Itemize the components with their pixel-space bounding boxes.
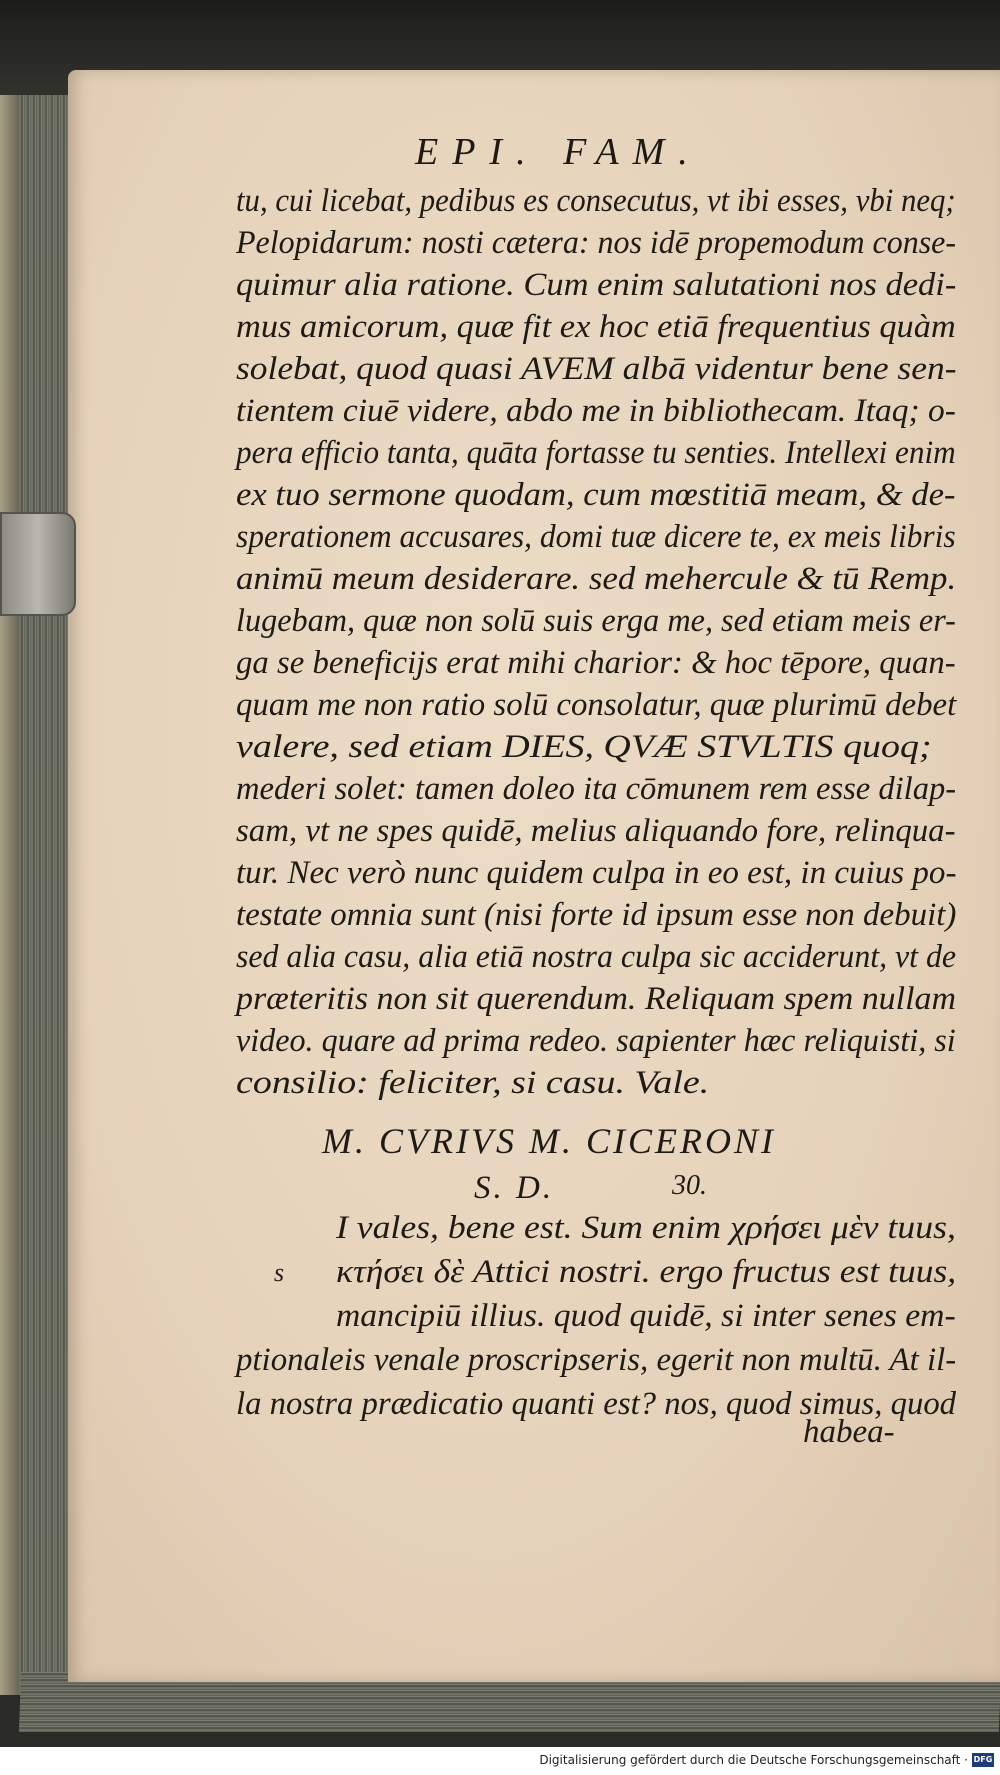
text-line: consilio: feliciter, si casu. Vale.	[236, 1065, 710, 1101]
dfg-logo: DFG	[972, 1753, 994, 1767]
text-line: quimur alia ratione. Cum enim salutationi nos dedi-	[236, 267, 957, 303]
letter-heading: M. CVRIVS M. CICERONI	[322, 1121, 776, 1161]
text-line: ex tuo sermone quodam, cum mœstitiā meam, & de-	[236, 477, 956, 513]
catchword: habea-	[803, 1414, 895, 1450]
text-line: κτήσει δὲ Attici nostri. ergo fructus est tuus,	[336, 1254, 957, 1290]
text-line: ptionaleis venale proscripseris, egerit non multū. At il-	[236, 1342, 957, 1378]
text-line: video. quare ad prima redeo. sapienter hæc reliquisti, si	[236, 1023, 956, 1059]
letter-body	[236, 183, 957, 1101]
text-line: pera efficio tanta, quāta fortasse tu senties. Intellexi enim	[236, 435, 956, 471]
text-line: mus amicorum, quæ fit ex hoc etiā frequentius quàm	[236, 309, 956, 345]
text-line: la nostra prædicatio quanti est? nos, quod simus, quod	[236, 1386, 957, 1422]
text-line: sed alia casu, alia etiā nostra culpa sic acciderunt, vt de	[236, 939, 957, 975]
text-line: solebat, quod quasi AVEM albā videntur bene sen-	[236, 351, 957, 387]
page-clip	[0, 512, 76, 616]
text-line: sam, vt ne spes quidē, melius aliquando fore, relinqua-	[236, 813, 956, 849]
text-line: valere, sed etiam DIES, QVÆ STVLTIS quoq;	[236, 729, 932, 765]
text-line: sperationem accusares, domi tuæ dicere te, ex meis libris	[236, 519, 956, 555]
text-line: I vales, bene est. Sum enim χρήσει μὲν tuus,	[336, 1210, 956, 1246]
letter-number: 30.	[672, 1170, 707, 1201]
text-line: mederi solet: tamen doleo ita cōmunem rem esse dilap-	[236, 771, 957, 807]
letter-salutation: S. D.	[474, 1170, 555, 1206]
margin-note: s	[274, 1258, 285, 1287]
text-line: tur. Nec verò nunc quidem culpa in eo est, in cuius po-	[236, 855, 957, 891]
text-line: mancipiū illius. quod quidē, si inter senes em-	[336, 1298, 956, 1334]
text-line: Pelopidarum: nosti cætera: nos idē propemodum conse-	[236, 225, 956, 261]
running-head: EPI. FAM.	[415, 131, 702, 173]
text-line: lugebam, quæ non solū suis erga me, sed etiam meis er-	[236, 603, 956, 639]
book-spine	[0, 95, 18, 1695]
text-line: quam me non ratio solū consolatur, quæ plurimū debet	[236, 687, 957, 723]
text-line: animū meum desiderare. sed mehercule & tū Remp.	[236, 561, 957, 597]
text-line: ga se beneficijs erat mihi charior: & hoc tēpore, quan-	[236, 645, 956, 681]
footer-credit: Digitalisierung gefördert durch die Deutsche Forschungsgemeinschaft ·	[539, 1753, 968, 1767]
text-line: tientem ciuē videre, abdo me in bibliothecam. Itaq; o-	[236, 393, 956, 429]
text-line: præteritis non sit querendum. Reliquam spem nullam	[236, 981, 957, 1017]
text-line: testate omnia sunt (nisi forte id ipsum esse non debuit)	[236, 897, 957, 933]
footer-bar	[0, 1747, 1000, 1775]
text-line: tu, cui licebat, pedibus es consecutus, vt ibi esses, vbi neq;	[236, 183, 956, 219]
